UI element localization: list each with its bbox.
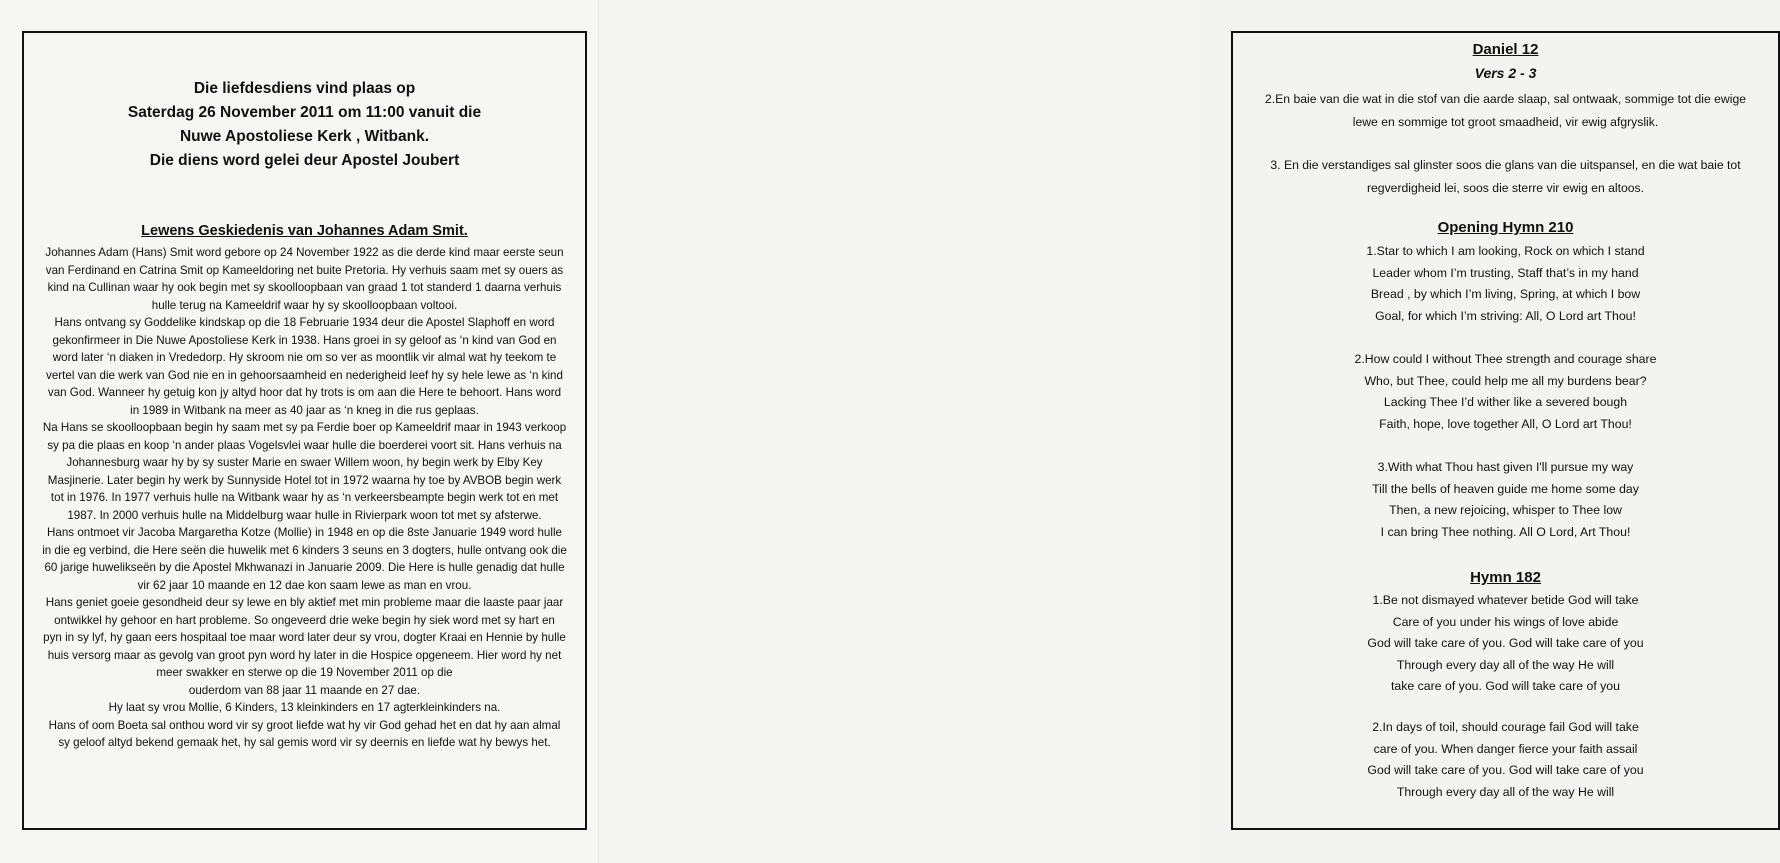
opening-hymn-title: Opening Hymn 210 bbox=[1437, 219, 1574, 236]
announcement-line: Die diens word gelei deur Apostel Joubert bbox=[149, 152, 460, 169]
bio-heading: Lewens Geskiedenis van Johannes Adam Smit. bbox=[141, 223, 468, 239]
hymn-stanza bbox=[1233, 349, 1778, 435]
hymn-line: I can bring Thee nothing. All O Lord, Art Thou! bbox=[1380, 524, 1631, 539]
verse-line: regverdigheid lei, soos die sterre vir ewig en altoos. bbox=[1366, 181, 1645, 195]
hymn-line: take care of you. God will take care of you bbox=[1391, 679, 1620, 693]
hymn-line: Through every day all of the way He will bbox=[1396, 784, 1615, 799]
bio-line: hulle terug na Kameeldrif waar hy sy skoolloopbaan voltooi. bbox=[151, 298, 458, 312]
left-page bbox=[0, 0, 600, 863]
hymn-line: God will take care of you. God will take care of you bbox=[1367, 763, 1644, 777]
hymn-stanza bbox=[1233, 457, 1778, 543]
bio-line: van Ferdinand en Catrina Smit op Kameeldoring net buite Pretoria. Hy verhuis saam met sy ouers as bbox=[45, 263, 564, 277]
biography-text bbox=[32, 244, 577, 752]
hymn-line: Till the bells of heaven guide me home some day bbox=[1372, 481, 1639, 496]
bio-line: word later ‘n diaken in Vrededorp. Hy skroom nie om so ver as moontlik vir almal wat hy teekom te bbox=[52, 351, 557, 364]
bio-line: sy geloof altyd bekend gemaak het, hy sal gemis word vir sy deernis en liefde wat hy bewys het. bbox=[58, 736, 551, 749]
announcement-line: Nuwe Apostoliese Kerk , Witbank. bbox=[179, 128, 430, 145]
right-page bbox=[600, 0, 1746, 863]
hymn-line: Bread , by which I’m living, Spring, at which I bow bbox=[1370, 287, 1641, 301]
hymn-line: care of you. When danger fierce your faith assail bbox=[1373, 741, 1638, 756]
left-frame bbox=[22, 31, 587, 830]
hymn-line: Faith, hope, love together All, O Lord art Thou! bbox=[1379, 416, 1632, 431]
bio-line: vir 62 jaar 10 maande en 12 dae kon saam lewe as man en vrou. bbox=[137, 578, 472, 592]
bio-line: ontwikkel hy gehoor en hart probleme. So ongeveerd drie weke begin hy siek word met sy hart en bbox=[54, 613, 555, 627]
bio-line: ouderdom van 88 jaar 11 maande en 27 dae. bbox=[188, 683, 421, 697]
hymn-line: Through every day all of the way He will bbox=[1396, 657, 1615, 672]
hymn-line: 1.Star to which I am looking, Rock on which I stand bbox=[1366, 244, 1645, 258]
bio-line: van God. Wanneer hy getuig kon jy altyd hoor dat hy trots is om aan die Here te behoort. Hans word bbox=[47, 386, 562, 399]
bio-line: tot in 1976. In 1977 verhuis hulle na Witbank waar hy as ‘n verkeersbeampte begin werk tot en met bbox=[50, 491, 559, 504]
bio-line: Johannes Adam (Hans) Smit word gebore op 24 November 1922 as die derde kind maar eerste seun bbox=[45, 246, 564, 259]
verse-3 bbox=[1233, 154, 1778, 200]
hymn-line: Goal, for which I’m striving: All, O Lord art Thou! bbox=[1375, 308, 1636, 323]
verse-line: lewe en sommige tot groot smaadheid, vir ewig afgryslik. bbox=[1352, 115, 1659, 129]
right-frame bbox=[1231, 31, 1780, 830]
bio-line: pyn in sy lyf, hy gaan eers hospitaal toe maar word later deur sy vrou, dogter Kraai en Hennie by hulle bbox=[43, 631, 566, 644]
bio-line: vertel van die werk van God nie en in gehoorsaamheid en nederigheid leef hy sy hele lewe as ‘n kind bbox=[46, 368, 563, 382]
verse-line: 2.En baie van die wat in die stof van die aarde slaap, sal ontwaak, sommige tot die ewige bbox=[1264, 92, 1746, 106]
announcement-line: Die liefdesdiens vind plaas op bbox=[193, 80, 416, 97]
hymn-line: Then, a new rejoicing, whisper to Thee low bbox=[1389, 503, 1622, 517]
hymn-stanza bbox=[1233, 590, 1778, 698]
hymn-line: 1.Be not dismayed whatever betide God will take bbox=[1372, 593, 1639, 607]
hymn-stanza bbox=[1233, 717, 1778, 803]
bio-line: Hy laat sy vrou Mollie, 6 Kinders, 13 kleinkinders en 17 agterkleinkinders na. bbox=[108, 701, 501, 714]
bio-line: huis versorg maar as gevolg van groot pyn word hy later in die Hospice opgeneem. Hier word hy net bbox=[47, 648, 562, 662]
bio-line: Hans ontmoet vir Jacoba Margaretha Kotze (Mollie) in 1948 en op die 8ste Januarie 1949 word hulle bbox=[47, 526, 562, 539]
verse-line: 3. En die verstandiges sal glinster soos die glans van die uitspansel, en die wat baie tot bbox=[1270, 158, 1741, 172]
hymn-line: 3.With what Thou hast given I'll pursue my way bbox=[1377, 460, 1634, 474]
hymn-line: 2.In days of toil, should courage fail God will take bbox=[1372, 720, 1639, 734]
bio-line: in die eg verbind, die Here seën die huwelik met 6 kinders 3 seuns en 3 dogters, hulle ontvang ook die bbox=[42, 543, 567, 557]
hymn-line: Leader whom I’m trusting, Staff that’s in my hand bbox=[1372, 265, 1639, 280]
hymn-stanza bbox=[1233, 241, 1778, 327]
bio-line: Hans of oom Boeta sal onthou word vir sy groot liefde wat hy vir God gehad het en dat hy aan almal bbox=[48, 718, 561, 732]
hymn-182-title: Hymn 182 bbox=[1470, 569, 1541, 586]
bio-line: in 1989 in Witbank na meer as 40 jaar as ‘n kneg in die rus geplaas. bbox=[130, 403, 479, 417]
bio-line: 1987. In 2000 verhuis hulle na Middelburg waar hulle in Rivierpark woon tot met sy afsterwe. bbox=[67, 508, 542, 522]
bio-line: Johannesburg waar hy by sy suster Marie en swaer Willem woon, hy begin werk by Elby Key bbox=[66, 456, 543, 469]
hymn-line: Who, but Thee, could help me all my burdens bear? bbox=[1364, 373, 1647, 388]
verse-2 bbox=[1233, 88, 1778, 134]
hymn-line: Lacking Thee I’d wither like a severed bough bbox=[1383, 395, 1628, 409]
service-announcement bbox=[24, 77, 585, 173]
bio-line: Masjinerie. Later begin hy werk by Sunnyside Hotel tot in 1972 waarna hy toe by AVBOB begin werk bbox=[47, 473, 562, 487]
bio-line: sy pa die plaas en koop ‘n ander plaas Vogelsvlei waar hulle die boerderei voort sit. Hans verhuis na bbox=[47, 438, 562, 452]
hymn-line: God will take care of you. God will take care of you bbox=[1367, 636, 1644, 650]
bio-line: Na Hans se skoolloopbaan begin hy saam met sy pa Ferdie boer op Kameeldrif maar in 1943 verkoop bbox=[42, 421, 567, 434]
bio-line: gekonfirmeer in Die Nuwe Apostoliese Kerk in 1938. Hans groei in sy geloof as ‘n kind van God en bbox=[52, 333, 557, 347]
scripture-verses-label: Vers 2 - 3 bbox=[1474, 65, 1537, 81]
bio-line: meer swakker en sterwe op die 19 November 2011 op die bbox=[156, 666, 453, 679]
hymn-line: Care of you under his wings of love abide bbox=[1392, 614, 1619, 629]
bio-line: Hans geniet goeie gesondheid deur sy lewe en bly aktief met min probleme maar die laaste paar jaar bbox=[45, 596, 564, 609]
announcement-line: Saterdag 26 November 2011 om 11:00 vanuit die bbox=[127, 104, 482, 121]
bio-line: 60 jarige huwelikseën by die Apostel Mkhwanazi in Januarie 2009. Die Here is hulle genadig dat hulle bbox=[44, 561, 565, 574]
bio-line: kind na Cullinan waar hy ook begin met sy skoolloopbaan van graad 1 tot standerd 1 daarna verhuis bbox=[47, 281, 562, 294]
hymn-line: 2.How could I without Thee strength and courage share bbox=[1354, 352, 1657, 366]
bio-line: Hans ontvang sy Goddelike kindskap op die 18 Februarie 1934 deur die Apostel Slaphoff en word bbox=[54, 316, 555, 329]
scripture-title: Daniel 12 bbox=[1472, 41, 1539, 58]
